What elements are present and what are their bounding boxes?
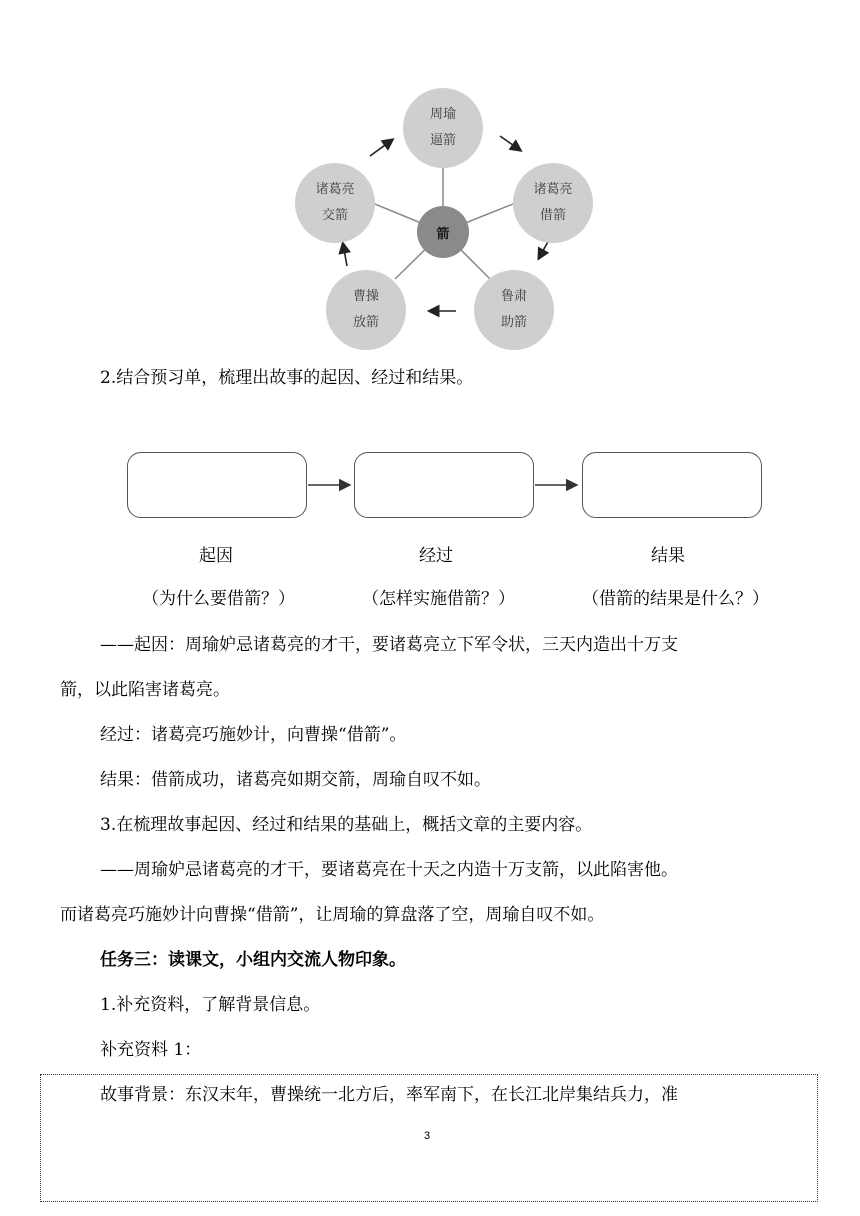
diagram-node-zhuge-deliver [295,163,375,243]
cycle-diagram [290,84,600,354]
flow-question-process: （怎样实施借箭？） [362,589,515,609]
center-label: 箭 [436,226,450,242]
node-label-line1: 曹操 [352,289,379,304]
summary-line1: ——周瑜妒忌诸葛亮的才干，要诸葛亮在十天之内造十万支箭，以此陷害他。 [100,860,678,880]
summary-line2: 而诸葛亮巧施妙计向曹操“借箭”，让周瑜的算盘落了空，周瑜自叹不如。 [60,905,605,925]
node-label-line1: 诸葛亮 [533,182,573,197]
diagram-node-zhouyu [403,88,483,168]
node-label-line2: 放箭 [352,315,379,330]
task2-heading: 2.结合预习单，梳理出故事的起因、经过和结果。 [100,368,474,388]
center-node [417,206,469,258]
flow-box-cause [127,452,307,518]
diagram-node-zhuge-borrow [513,163,593,243]
flow-label-process: 经过 [419,546,453,566]
node-label-line1: 诸葛亮 [315,182,355,197]
node-label-line1: 鲁肃 [500,289,527,304]
answer-cause-line1: ——起因：周瑜妒忌诸葛亮的才干，要诸葛亮立下军令状，三天内造出十万支 [100,635,678,655]
answer-cause-line2: 箭，以此陷害诸葛亮。 [60,680,230,700]
supplement-label: 补充资料 1： [100,1040,202,1060]
flow-arrows [300,470,600,500]
supplement-box-text: 故事背景：东汉末年，曹操统一北方后，率军南下，在长江北岸集结兵力，准 [100,1085,678,1105]
node-label-line2: 逼箭 [429,133,456,148]
node-label-line2: 助箭 [500,315,527,330]
flow-question-result: （借箭的结果是什么？） [582,589,769,609]
node-label-line2: 借箭 [539,208,566,223]
task3-heading: 3.在梳理故事起因、经过和结果的基础上，概括文章的主要内容。 [100,815,593,835]
answer-process: 经过：诸葛亮巧施妙计，向曹操“借箭”。 [100,725,407,745]
node-label-line1: 周瑜 [429,107,456,122]
page-number: 3 [424,1130,431,1142]
diagram-node-lusu [474,270,554,350]
flow-label-cause: 起因 [199,546,233,566]
answer-result: 结果：借箭成功，诸葛亮如期交箭，周瑜自叹不如。 [100,770,491,790]
node-label-line2: 交箭 [321,208,348,223]
section3-title: 任务三：读课文，小组内交流人物印象。 [100,950,406,970]
flow-question-cause: （为什么要借箭？） [142,589,295,609]
flow-label-result: 结果 [651,546,685,566]
flow-box-result [582,452,762,518]
diagram-node-caocao [326,270,406,350]
sub-item-1: 1.补充资料，了解背景信息。 [100,995,321,1015]
